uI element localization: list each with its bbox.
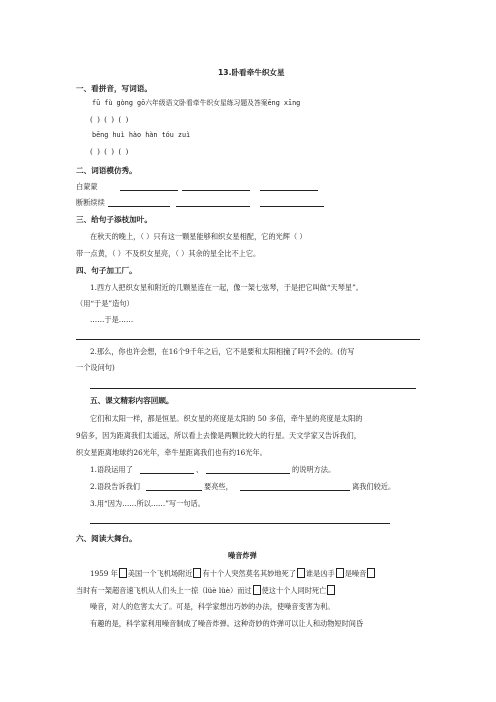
section-2-heading: 二、词语模仿秀。	[76, 166, 137, 175]
section-3-line-1: 在秋天的晚上，（ ）只有这一颗星能够和织女星相配，它的光辉（ ）	[90, 232, 307, 241]
story-line-2: 当时有一架超音速飞机从人们头上一掠（lüè lüè）而过 使这十个人同时死亡	[76, 585, 336, 595]
section-4-q2-line-1: 2.那么，你也许会想，在16个9千年之后，它不是要和太阳相撞了吗?不会的。(仿写	[90, 347, 355, 356]
pinyin-row-2: bēng huì hào hàn tóu zuì	[92, 131, 191, 139]
passage-line-3: 织女星距离地球约26光年，牵牛星距离我们也有约16光年。	[76, 448, 267, 457]
blank-line	[108, 206, 170, 207]
punctuation-box	[119, 568, 127, 578]
section-5-q2-a: 2.语段告诉我们	[90, 482, 140, 491]
section-5-q2-b: 要亮些，	[204, 482, 233, 491]
blank-line	[182, 190, 250, 191]
blank-line	[176, 206, 250, 207]
punctuation-box	[297, 568, 305, 578]
section-5-q1-a: 1.语段运用了	[90, 465, 133, 474]
model-word-1: 白蒙蒙	[76, 182, 98, 191]
model-word-2: 断断续续	[76, 198, 105, 207]
story-line-3: 噪音，对人的危害太大了。可是，科学家想出巧妙的办法，使噪音变害为利。	[90, 602, 335, 611]
section-5-heading: 五、课文精彩内容回顾。	[90, 396, 174, 405]
story-line-4: 有趣的是，科学家利用噪音制成了噪音炸弹。这种奇妙的炸弹可以让人和动物短时间昏	[90, 619, 364, 628]
section-4-q1-line-3: ……于是……	[90, 315, 134, 324]
answer-line	[76, 339, 420, 340]
answer-line	[90, 523, 390, 524]
passage-line-1: 它们和太阳一样，都是恒星。织女星的亮度是太阳的 50 多倍，牵牛星的亮度是太阳的	[90, 414, 363, 423]
section-5-q1-b: 、	[196, 465, 204, 474]
section-5-q2-c: 离我们较近。	[352, 482, 396, 491]
blank-line	[146, 490, 202, 491]
punctuation-box	[336, 568, 344, 578]
punctuation-box	[327, 585, 335, 595]
section-4-heading: 四、句子加工厂。	[76, 266, 137, 275]
punctuation-box	[253, 585, 261, 595]
section-4-q1-line-2: （用“于是”造句）	[76, 299, 134, 308]
section-3-heading: 三、给句子添枝加叶。	[76, 215, 152, 224]
section-4-q2-line-2: 一个设问句)	[76, 363, 115, 372]
section-6-heading: 六、阅读大舞台。	[76, 534, 137, 543]
story-line-1: 1959 年 美国一个飞机场附近 有十个人突然莫名其妙地死了 谁是凶手 是噪音	[90, 568, 376, 578]
blank-line	[120, 190, 178, 191]
section-1-heading: 一、看拼音，写词语。	[76, 84, 152, 93]
blank-line	[206, 473, 290, 474]
punctuation-box	[193, 568, 201, 578]
pinyin-row-1: fū fù gòng gō六年级语文卧看牵牛织女星练习题及答案ēng xīng	[92, 99, 301, 107]
story-title: 噪音炸弹	[228, 551, 257, 560]
blank-line	[260, 190, 318, 191]
answer-parens-row-2: ( ) ( ) ( )	[90, 147, 129, 156]
passage-line-2: 9倍多，因为距离我们太遥远，所以看上去像是两颗比较大的行星。天文学家又告诉我们，	[76, 431, 361, 440]
section-5-q1-c: 的说明方法。	[292, 465, 336, 474]
blank-line	[140, 473, 194, 474]
answer-line	[90, 388, 416, 389]
page-title: 13.卧看牵牛织女星	[218, 68, 285, 77]
section-3-line-2: 带一点黄，（ ）不及织女星亮，（ ）其余的星全比不上它。	[76, 249, 261, 258]
blank-line	[240, 490, 350, 491]
answer-parens-row-1: ( ) ( ) ( )	[90, 115, 129, 124]
blank-line	[260, 206, 324, 207]
section-5-q3: 3.用“因为……所以……”写一句话。	[90, 499, 205, 508]
section-4-q1-line-1: 1.西方人把织女星和附近的几颗星连在一起，像一架七弦琴，于是把它叫做“天琴星”。	[90, 283, 363, 292]
punctuation-box	[367, 568, 375, 578]
